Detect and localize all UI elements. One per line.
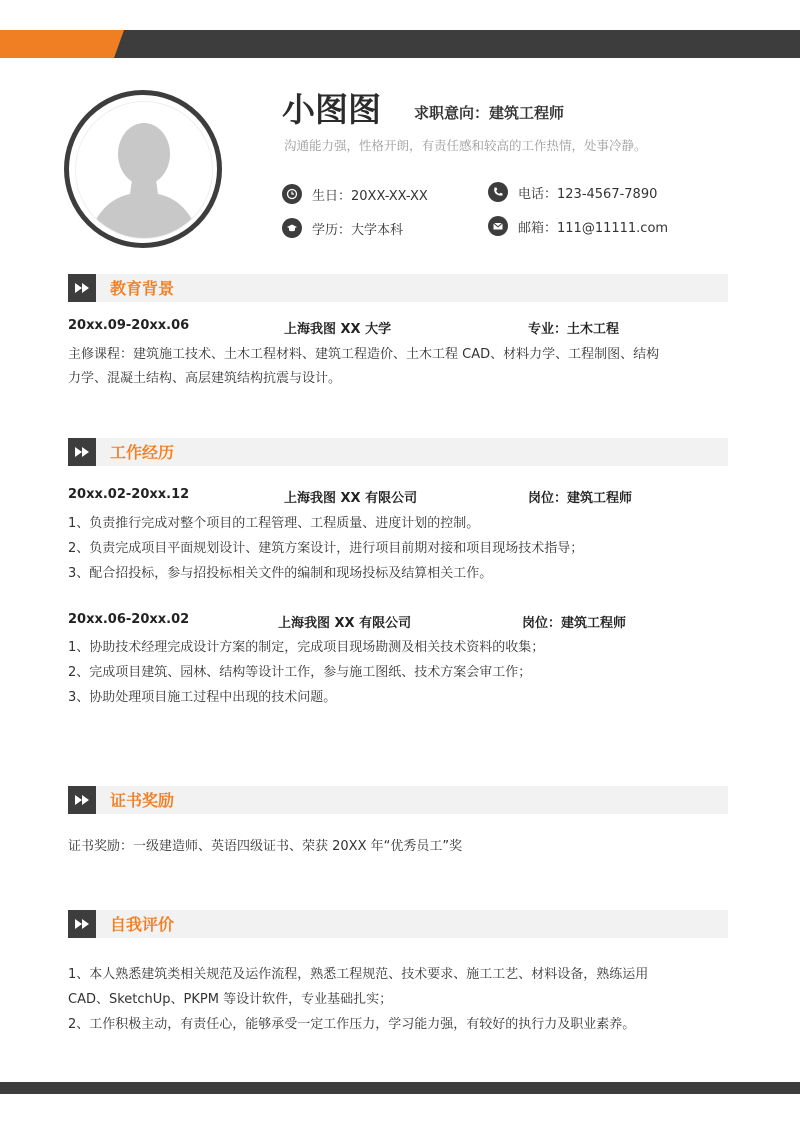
education-courses-line-1: 主修课程：建筑施工技术、土木工程材料、建筑工程造价、土木工程 CAD、材料力学、工程制图、结构 <box>68 347 660 362</box>
top-banner-accent <box>0 30 124 58</box>
graduation-cap-icon <box>282 218 302 238</box>
birth-info <box>282 184 428 204</box>
job-1-duty-3: 3、配合招投标，参与招投标相关文件的编制和现场投标及结算相关工作。 <box>68 566 493 581</box>
email-info <box>488 216 668 236</box>
job-2-position: 岗位：建筑工程师 <box>522 616 627 631</box>
job-1-duty-1: 1、负责推行完成对整个项目的工程管理、工程质量、进度计划的控制。 <box>68 516 480 531</box>
job-1-date: 20xx.02-20xx.12 <box>68 487 190 502</box>
top-banner <box>0 30 800 58</box>
candidate-name: 小图图 <box>282 90 381 129</box>
certificates-section-header <box>68 786 728 814</box>
education-major: 专业：土木工程 <box>528 322 620 337</box>
certificates-section-title: 证书奖励 <box>110 791 175 810</box>
job-2-duty-1: 1、协助技术经理完成设计方案的制定，完成项目现场勘测及相关技术资料的收集； <box>68 640 545 655</box>
education-text: 学历：大学本科 <box>312 222 404 238</box>
phone-info <box>488 182 657 202</box>
education-date: 20xx.09-20xx.06 <box>68 318 190 333</box>
envelope-icon <box>488 216 508 236</box>
self-evaluation-line-2: CAD、SketchUp、PKPM 等设计软件，专业基础扎实； <box>68 992 393 1007</box>
work-section-title: 工作经历 <box>110 443 175 462</box>
job-2-company: 上海我图 XX 有限公司 <box>278 616 412 631</box>
job-1-duty-2: 2、负责完成项目平面规划设计、建筑方案设计，进行项目前期对接和项目现场技术指导； <box>68 541 584 556</box>
birth-text: 生日：20XX-XX-XX <box>312 188 428 204</box>
avatar <box>64 90 222 248</box>
email-text: 邮箱：111@11111.com <box>518 220 669 236</box>
self-evaluation-line-1: 1、本人熟悉建筑类相关规范及运作流程，熟悉工程规范、技术要求、施工工艺、材料设备，熟练运用 <box>68 967 649 982</box>
work-section-header <box>68 438 728 466</box>
phone-icon <box>488 182 508 202</box>
fast-forward-icon <box>68 786 96 814</box>
self-evaluation-line-3: 2、工作积极主动，有责任心，能够承受一定工作压力，学习能力强，有较好的执行力及职业素养。 <box>68 1017 636 1032</box>
self-evaluation-section-header <box>68 910 728 938</box>
job-1-position: 岗位：建筑工程师 <box>528 491 633 506</box>
job-2-duty-3: 3、协助处理项目施工过程中出现的技术问题。 <box>68 690 337 705</box>
job-intention: 求职意向：建筑工程师 <box>414 104 565 122</box>
education-section-title: 教育背景 <box>110 279 175 298</box>
education-info <box>282 218 403 238</box>
job-2-duty-2: 2、完成项目建筑、园林、结构等设计工作，参与施工图纸、技术方案会审工作； <box>68 665 532 680</box>
self-evaluation-section-title: 自我评价 <box>110 915 175 934</box>
job-1-company: 上海我图 XX 有限公司 <box>284 491 418 506</box>
phone-text: 电话：123-4567-7890 <box>518 186 658 202</box>
person-silhouette-icon <box>76 102 212 238</box>
bottom-banner <box>0 1082 800 1094</box>
job-2-date: 20xx.06-20xx.02 <box>68 612 190 627</box>
certificates-line: 证书奖励：一级建造师、英语四级证书、荣获 20XX 年“优秀员工”奖 <box>68 839 463 854</box>
clock-icon <box>282 184 302 204</box>
personal-summary: 沟通能力强，性格开朗，有责任感和较高的工作热情，处事冷静。 <box>284 138 647 153</box>
avatar-photo <box>75 101 213 239</box>
education-courses-line-2: 力学、混凝土结构、高层建筑结构抗震与设计。 <box>68 371 342 386</box>
education-school: 上海我图 XX 大学 <box>284 322 392 337</box>
education-section-header <box>68 274 728 302</box>
fast-forward-icon <box>68 274 96 302</box>
fast-forward-icon <box>68 910 96 938</box>
fast-forward-icon <box>68 438 96 466</box>
